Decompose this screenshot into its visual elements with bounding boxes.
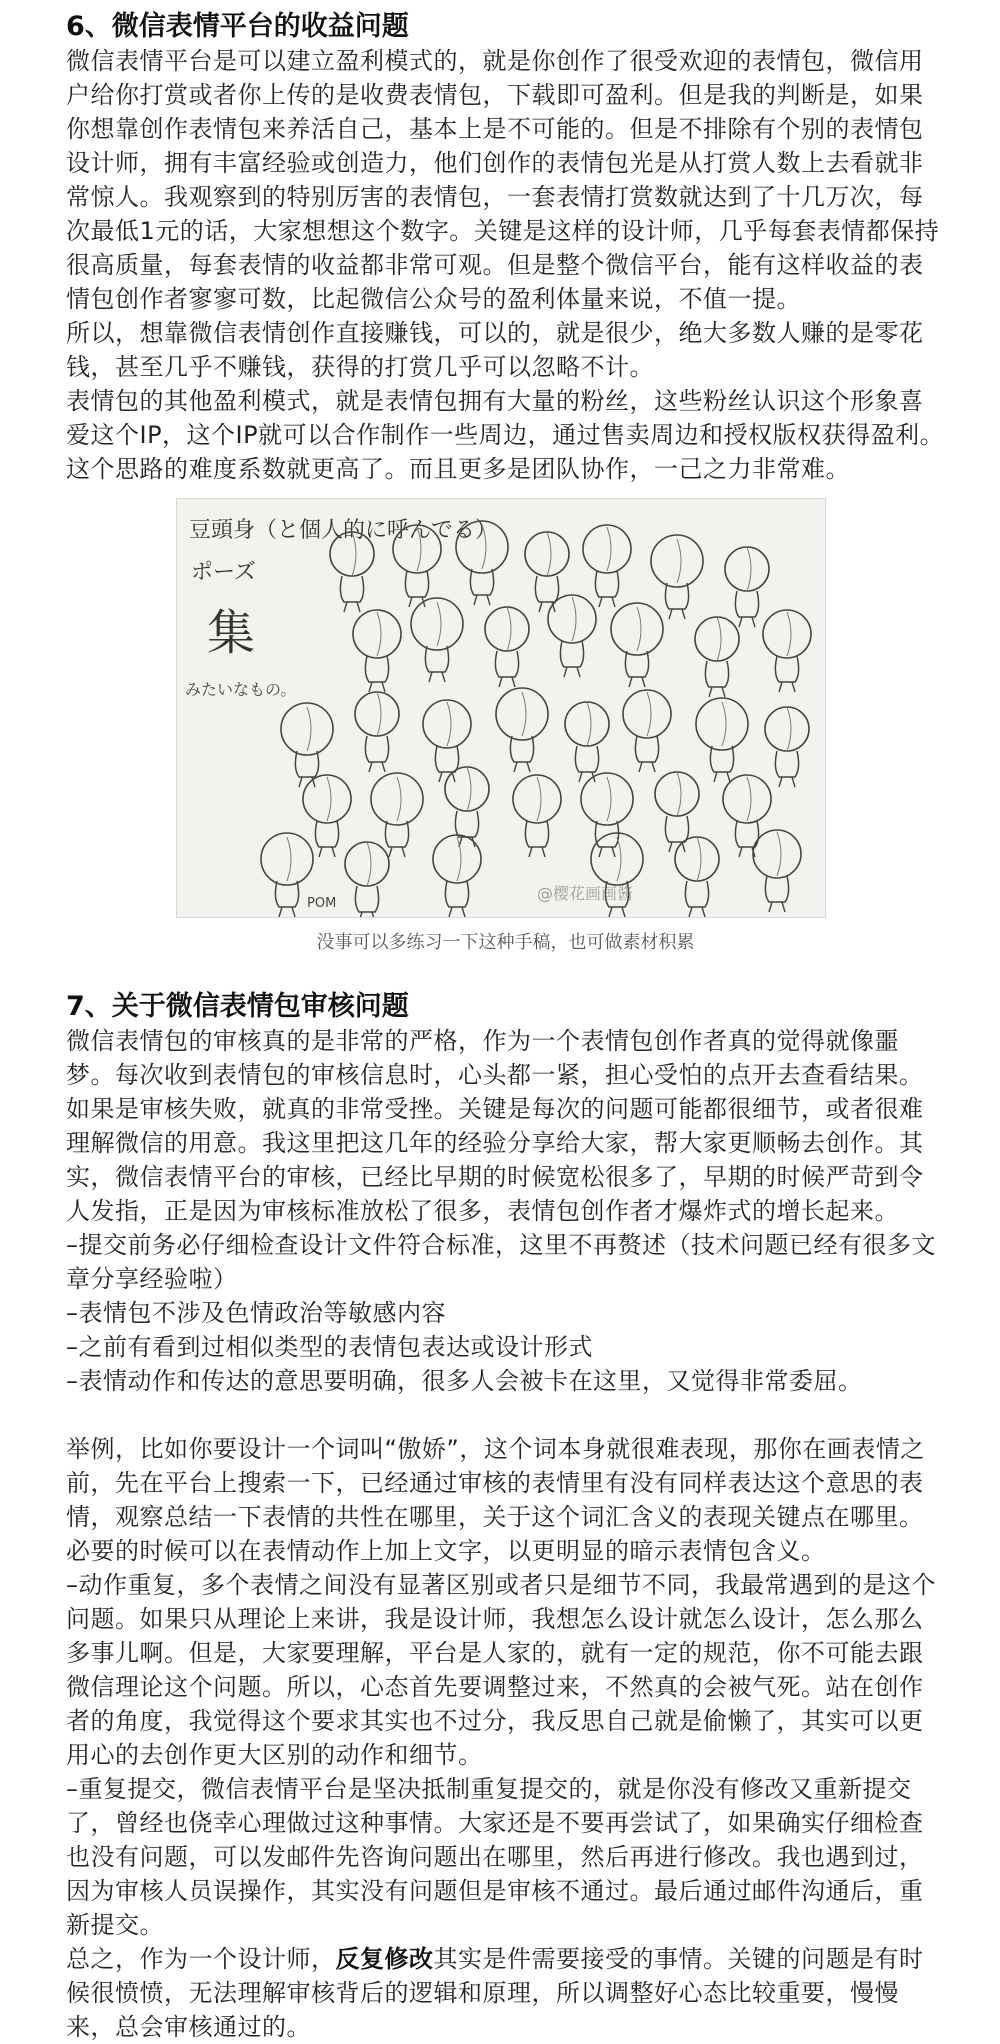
chibi-figure bbox=[548, 595, 596, 677]
section-heading-revenue: 6、微信表情平台的收益问题 bbox=[66, 11, 409, 42]
text-span: 其实是件需要接受的事情。关键的问题是有时候很愤愤，无法理解审核背后的逻辑和原理，所以调整好心态比较重要，慢慢来，总会审核通过的。 bbox=[66, 1945, 924, 2041]
chibi-figure bbox=[303, 775, 351, 857]
chibi-figure bbox=[565, 702, 609, 782]
blank-line bbox=[66, 1398, 945, 1432]
chibi-pose-sketch bbox=[177, 499, 825, 917]
sketch-big-char: 集 bbox=[207, 605, 256, 661]
chibi-figure bbox=[655, 772, 699, 852]
paragraph: 微信表情平台是可以建立盈利模式的，就是你创作了很受欢迎的表情包，微信用户给你打赏或者你上传的是收费表情包，下载即可盈利。但是我的判断是，如果你想靠创作表情包来养活自己，基本上是不可能的。但是不排除有个别的表情包设计师，拥有丰富经验或创造力，他们创作的表情包光是从打赏人数上去看就非常惊人。我观察到的特别厉害的表情包，一套表情打赏数就达到了十几万次，每次最低1元的话，大家想想这个数字。关键是这样的设计师，几乎每套表情都保持很高质量，每套表情的收益都非常可观。但是整个微信平台，能有这样收益的表情包创作者寥寥可数，比起微信公众号的盈利体量来说，不值一提。 bbox=[66, 47, 940, 313]
text-span: 总之，作为一个设计师， bbox=[66, 1945, 336, 1973]
watermark-text: @樱花画画酱 bbox=[537, 884, 634, 903]
chibi-figure bbox=[723, 775, 771, 857]
image-caption: 没事可以多练习一下这种手稿，也可做素材积累 bbox=[316, 932, 695, 953]
chibi-figure bbox=[411, 598, 463, 682]
chibi-figure bbox=[423, 700, 471, 782]
list-item: –表情动作和传达的意思要明确，很多人会被卡在这里，又觉得非常委屈。 bbox=[66, 1367, 863, 1395]
chibi-figure bbox=[345, 842, 389, 917]
sketch-bottom-text: POM bbox=[307, 896, 337, 911]
chibi-figure bbox=[675, 837, 719, 917]
bold-emphasis: 反复修改 bbox=[335, 1945, 434, 1973]
chibi-figure bbox=[485, 607, 529, 687]
sketch-subtitle-text: ポーズ bbox=[191, 560, 256, 585]
chibi-figure bbox=[496, 688, 548, 772]
chibi-figure bbox=[355, 692, 399, 772]
chibi-figure bbox=[583, 525, 631, 607]
chibi-figure bbox=[725, 547, 769, 627]
chibi-figure bbox=[765, 707, 809, 787]
paragraph: 微信表情包的审核真的是非常的严格，作为一个表情包创作者真的觉得就像噩梦。每次收到表情包的审核信息时，心头都一紧，担心受怕的点开去查看结果。如果是审核失败，就真的非常受挫。关键是每次的问题可能都很细节，或者很难理解微信的用意。我这里把这几年的经验分享给大家，帮大家更顺畅去创作。其实，微信表情平台的审核，已经比早期的时候宽松很多了，早期的时候严苛到令人发指，正是因为审核标准放松了很多，表情包创作者才爆炸式的增长起来。 bbox=[66, 1027, 924, 1225]
paragraph: 举例，比如你要设计一个词叫“傲娇”，这个词本身就很难表现，那你在画表情之前，先在平台上搜索一下，已经通过审核的表情里有没有同样表达这个意思的表情，观察总结一下表情的共性在哪里，关于这个词汇含义的表现关键点在哪里。必要的时候可以在表情动作上加上文字，以更明显的暗示表情包含义。 bbox=[66, 1435, 925, 1565]
list-item: –表情包不涉及色情政治等敏感内容 bbox=[66, 1299, 446, 1327]
chibi-figure bbox=[371, 773, 423, 857]
chibi-figure bbox=[513, 775, 561, 857]
chibi-figure bbox=[763, 610, 811, 692]
chibi-figure bbox=[353, 610, 401, 692]
chibi-figure bbox=[753, 830, 801, 912]
chibi-figure bbox=[696, 698, 748, 782]
chibi-figure bbox=[261, 833, 313, 917]
chibi-figure bbox=[581, 773, 633, 857]
chibi-figure bbox=[330, 532, 374, 612]
chibi-figure bbox=[525, 532, 569, 612]
chibi-figure bbox=[611, 603, 663, 687]
paragraph-conclusion bbox=[66, 1942, 945, 2044]
chibi-figure bbox=[651, 535, 703, 619]
paragraph: 所以，想靠微信表情创作直接赚钱，可以的，就是很少，绝大多数人赚的是零花钱，甚至几乎不赚钱，获得的打赏几乎可以忽略不计。 bbox=[66, 319, 924, 381]
list-item: –之前有看到过相似类型的表情包表达或设计形式 bbox=[66, 1333, 593, 1361]
list-item: –提交前务必仔细检查设计文件符合标准，这里不再赘述（技术问题已经有很多文章分享经验啦） bbox=[66, 1231, 936, 1293]
paragraph: –重复提交，微信表情平台是坚决抵制重复提交的，就是你没有修改又重新提交了，曾经也侥幸心理做过这种事情。大家还是不要再尝试了，如果确实仔细检查也没有问题，可以发邮件先咨询问题出在哪里，然后再进行修改。我也遇到过，因为审核人员误操作，其实没有问题但是审核不通过。最后通过邮件沟通后，重新提交。 bbox=[66, 1775, 924, 1939]
chibi-figure bbox=[623, 690, 671, 772]
sketch-title-text: 豆頭身（と個人的に呼んでる） bbox=[189, 518, 498, 543]
chibi-figures bbox=[261, 521, 811, 917]
sketch-note-text: みたいなもの。 bbox=[185, 680, 297, 699]
sketch-image bbox=[176, 498, 826, 918]
chibi-figure bbox=[695, 617, 739, 697]
paragraph: 表情包的其他盈利模式，就是表情包拥有大量的粉丝，这些粉丝认识这个形象喜爱这个IP，这个IP就可以合作制作一些周边，通过售卖周边和授权版权获得盈利。这个思路的难度系数就更高了。而且更多是团队协作，一己之力非常难。 bbox=[66, 387, 945, 483]
paragraph: –动作重复，多个表情之间没有显著区别或者只是细节不同，我最常遇到的是这个问题。如果只从理论上来讲，我是设计师，我想怎么设计就怎么设计，怎么那么多事儿啊。但是，大家要理解，平台是人家的，就有一定的规范，你不可能去跟微信理论这个问题。所以，心态首先要调整过来，不然真的会被气死。站在创作者的角度，我觉得这个要求其实也不过分，我反思自己就是偷懒了，其实可以更用心的去创作更大区别的动作和细节。 bbox=[66, 1571, 936, 1769]
chibi-figure bbox=[433, 835, 481, 917]
section-heading-review: 7、关于微信表情包审核问题 bbox=[66, 991, 409, 1022]
